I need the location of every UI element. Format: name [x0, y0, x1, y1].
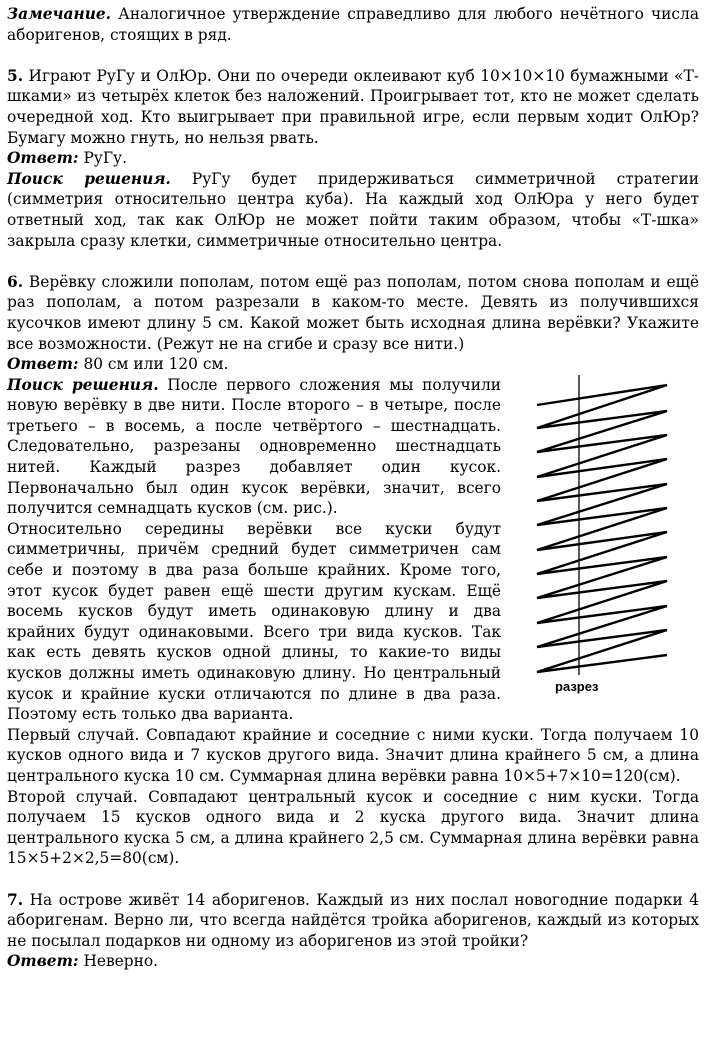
spacer [7, 869, 699, 890]
problem6-number: 6. [7, 272, 24, 291]
problem5-solution [7, 169, 699, 251]
spacer [7, 45, 699, 66]
folded-rope-figure [507, 375, 699, 705]
problem7-text: На острове живёт 14 аборигенов. Каждый из них послал новогодние подарки 4 аборигенам. Верно ли, что всегда найдётся тройка аборигенов, каждый из которых не посылал подарков ни одному из аборигенов из этой тройки? [7, 890, 699, 950]
problem7-answer-text: Неверно. [78, 952, 159, 971]
problem6-case1: Первый случай. Совпадают крайние и соседние с ними куски. Тогда получаем 10 кусков одного вида и 7 кусков другого вида. Значит длина крайнего 5 см, а длина центрального куска 10 см. Суммарная длина верёвки равна 10×5+7×10=120(см). [7, 725, 699, 785]
problem6-case2: Второй случай. Совпадают центральный кусок и соседние с ним куски. Тогда получаем 15 кусков одного вида и 2 куска другого вида. Значит длина центрального куска 5 см, а длина крайнего 2,5 см. Суммарная длина верёвки равна 15×5+2×2,5=80(см). [7, 787, 699, 868]
zigzag-rope-diagram [507, 375, 699, 705]
problem5-answer-text: РуГу. [78, 149, 128, 168]
problem6-statement [7, 272, 699, 354]
problem6-search-label: Поиск решения. [7, 375, 159, 394]
problem6-search-text-1: После первого сложения мы получили новую верёвку в две нити. После второго – в четыре, после третьего – в восемь, а после четвёртого – шестнадцать. Следовательно, разрезаны одновременно шестнадцать нитей. Каждый разрез добавляет один кусок. Первоначально был один кусок верёвки, значит, всего получится семнадцать кусков (см. рис.). [7, 375, 501, 518]
remark-text: Аналогичное утверждение справедливо для любого нечётного числа аборигенов, стоящих в ряд. [7, 5, 699, 44]
problem5-statement [7, 66, 699, 148]
problem6-answer-label: Ответ: [7, 355, 79, 374]
problem7-answer-label: Ответ: [7, 952, 79, 971]
folded-rope-zigzag [537, 385, 667, 672]
problem7-number: 7. [7, 890, 24, 909]
spacer [7, 251, 699, 272]
problem7-answer [7, 951, 699, 972]
problem5-answer [7, 148, 699, 169]
remark-paragraph [7, 4, 699, 45]
problem5-text: Играют РуГу и ОлЮр. Они по очереди оклеивают куб 10×10×10 бумажными «Т-шками» из четырёх клеток без наложений. Проигрывает тот, кто не может сделать очередной ход. Кто выигрывает при правильной игре, если первым ходит ОлЮр? Бумагу можно гнуть, но нельзя рвать. [7, 66, 699, 147]
problem5-search-text: РуГу будет придерживаться симметричной стратегии (симметрия относительно центра куба). На каждый ход ОлЮра у него будет ответный ход, так как ОлЮр не может пойти таким образом, чтобы «Т-шка» закрыла сразу клетки, симметричные относительно центра. [7, 169, 699, 250]
problem6-solution-part2: Относительно середины верёвки все куски будут симметричны, причём средний будет симметричен сам себе и поэтому в два раза больше крайних. Кроме того, этот кусок будет равен ещё шести другим кускам. Ещё восемь кусков будут иметь одинаковую длину и два крайних будут одинаковыми. Всего три вида кусков. Так как есть девять кусков одной длины, то какие-то виды кусков должны иметь одинаковую длину. Но центральный кусок и крайние куски отличаются по длине в два раза. Поэтому есть только два варианта. [7, 519, 501, 724]
document-page [7, 4, 699, 972]
problem6-answer [7, 354, 699, 375]
cut-label: разрез [555, 678, 599, 694]
problem5-number: 5. [7, 66, 24, 85]
problem7-statement [7, 890, 699, 952]
remark-label: Замечание. [7, 5, 112, 23]
problem5-answer-label: Ответ: [7, 149, 79, 168]
problem5-search-label: Поиск решения. [7, 169, 171, 188]
problem6-answer-text: 80 см или 120 см. [78, 355, 229, 374]
problem6-text: Верёвку сложили пополам, потом ещё раз пополам, потом снова пополам и ещё раз пополам, а потом разрезали в каком-то месте. Девять из получившихся кусочков имеют длину 5 см. Какой может быть исходная длина верёвки? Укажите все возможности. (Режут не на сгибе и сразу все нити.) [7, 272, 699, 353]
